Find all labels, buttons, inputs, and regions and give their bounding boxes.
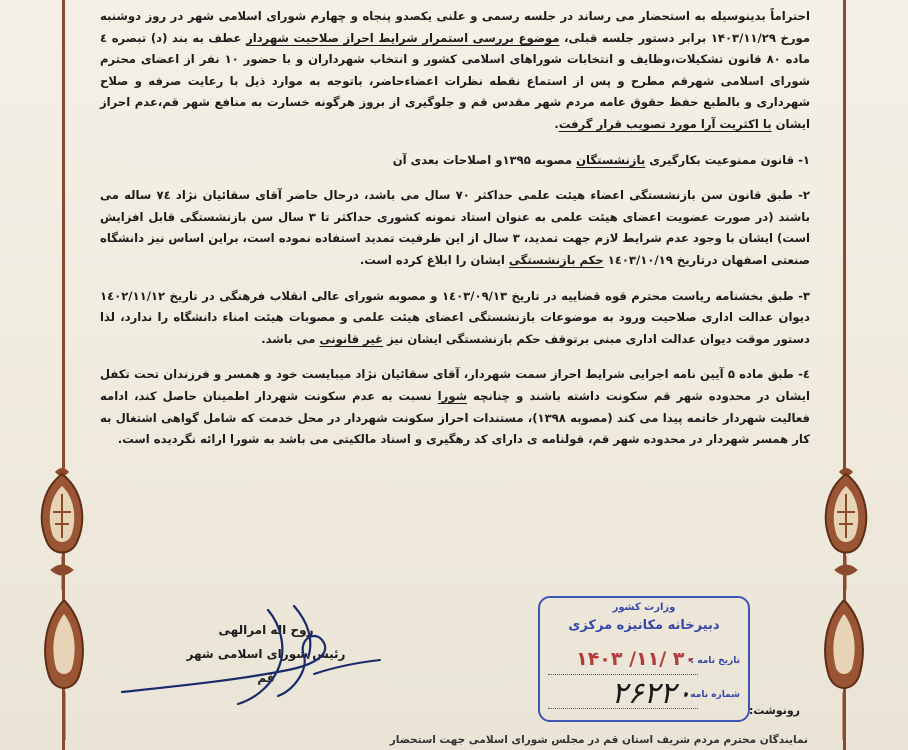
signer-name: روح اله امرالهی bbox=[218, 623, 314, 637]
cc-label: رونوشت: bbox=[748, 704, 800, 717]
stamp-secretariat: دبیرخانه مکانیزه مرکزی bbox=[568, 618, 720, 633]
text-run: احتراماً بدینوسیله به استحضار می رساند در جلسه رسمی و علنی یکصدو پنجاه و چهارم شورای اسلامی شهر در روز دوشنبه مورخ ۱۴۰۳/۱۱/۲۹ برابر دستور جلسه قبلی، bbox=[100, 9, 810, 45]
text-run: . bbox=[554, 116, 559, 131]
stamp-date-line bbox=[548, 674, 698, 675]
underlined-text: حکم بازنشستگی bbox=[508, 252, 604, 267]
handwritten-signature-icon bbox=[118, 600, 388, 710]
right-ornament-icon bbox=[817, 460, 875, 590]
text-run: ۱- قانون ممنوعیت بکارگیری bbox=[645, 152, 810, 167]
stamp-number-line bbox=[548, 708, 698, 709]
stamp-ministry: وزارت کشور bbox=[612, 602, 676, 613]
underlined-text: شورا bbox=[437, 388, 467, 403]
text-run: عطف به بند (د) تبصره ٤ ماده ۸۰ قانون تشکیلات،وظایف و انتخابات شوراهای اسلامی کشور و انتخاب شهرداران و با حضور ۱۰ نفر از اعضای محترم شورای اسلامی شهرقم مطرح و پس از استماع نقطه نظرات اعضاءحاضر، باتوجه به موارد ذیل با رعایت صرفه و صلاح شهرداری و بالطبع حفظ حقوق عامه مردم شهر مقدس قم و جلوگیری از بروز هرگونه خسارت به منافع شهر قم،عدم احراز ایشان bbox=[100, 30, 810, 131]
intro-paragraph bbox=[100, 6, 810, 136]
stamp-date-label: تاریخ نامه : bbox=[690, 656, 740, 666]
underlined-text: موضوع بررسی استمرار شرایط احراز صلاحیت شهردار bbox=[246, 30, 560, 45]
stamp-date-value: ۱۴۰۳ /۱۱/ ۳۰ bbox=[576, 648, 696, 670]
letter-body bbox=[100, 0, 810, 451]
text-run: می باشد. bbox=[261, 331, 320, 346]
cc-recipient: نمایندگان محترم مردم شریف استان قم در مجلس شورای اسلامی جهت استحضار bbox=[389, 734, 808, 746]
signer-title: رئیس شورای اسلامی شهر قم bbox=[186, 647, 346, 685]
right-ornament-lower-icon bbox=[815, 600, 873, 740]
item-2 bbox=[100, 185, 810, 271]
text-run: مصوبه ۱۳۹۵و اصلاحات بعدی آن bbox=[392, 152, 577, 167]
text-run: نسبت به عدم سکونت شهردار اطمینان حاصل کند، ادامه فعالیت شهردار خاتمه پیدا می کند (مصوبه ۱۳۹۸)، مستندات احراز سکونت شهردار در محل خدمت که شامل گواهی اشتغال به کار همسر شهردار در محدوده شهر قم، قولنامه ی دارای کد رهگیری و اسناد مالکیتی می باشد به شورا ارائه نگردیده است. bbox=[100, 388, 810, 447]
item-1 bbox=[100, 150, 810, 172]
item-4 bbox=[100, 364, 810, 450]
text-run: ٤- طبق ماده ۵ آیین نامه اجرایی شرایط احراز سمت شهردار، آقای سقائیان نژاد میبایست خود و همسر و فرزندان تحت تکفل ایشان در محدوده شهر قم سکونت داشته باشند و چنانچه bbox=[100, 367, 810, 403]
stamp-number-value: ۲۶۲۲۰ bbox=[611, 676, 692, 711]
text-run: ایشان را ابلاغ کرده است. bbox=[359, 252, 509, 267]
stamp-number-label: شماره نامه : bbox=[683, 690, 740, 700]
underlined-text: بازنشستگان bbox=[576, 152, 646, 167]
underlined-text: غیر قانونی bbox=[319, 331, 384, 346]
text-run: ۳- طبق بخشنامه ریاست محترم قوه قضاییه در تاریخ ۱٤۰۳/۰۹/۱۳ و مصوبه شورای عالی انقلاب فرهنگی در تاریخ ۱٤۰۲/۱۱/۱۲ دیوان عدالت اداری صلاحیت ورود به موضوعات بازنشستگی اعضای هیئت علمی و مصوبات هیئت امناء دانشگاه را ندارد، لذا دستور موقت دیوان عدالت اداری مبنی برتوقف حکم بازنشستگی ایشان نیز bbox=[100, 288, 810, 346]
left-ornament-lower-icon bbox=[35, 600, 93, 740]
underlined-text: با اکثریت آرا مورد تصویب قرار گرفت bbox=[558, 116, 772, 131]
registration-stamp bbox=[538, 596, 750, 722]
text-run: ۲- طبق قانون سن بازنشستگی اعضاء هیئت علمی حداکثر ۷۰ سال می باشد، درحال حاضر آقای سقائیان نژاد ۷٤ ساله می باشند (در صورت عضویت اعضای هیئت علمی به عنوان استاد نمونه کشوری حداکثر تا ۳ سال سن بازنشستگی قابل افزایش است) ایشان با وجود عدم شرایط لازم جهت تمدید، ۳ سال از این ظرفیت تمدید استفاده نموده است، براین اساس نیز دانشگاه صنعتی اصفهان درتاریخ ۱٤۰۳/۱۰/۱۹ bbox=[100, 188, 811, 267]
left-ornament-icon bbox=[33, 460, 91, 590]
item-3 bbox=[100, 286, 810, 351]
